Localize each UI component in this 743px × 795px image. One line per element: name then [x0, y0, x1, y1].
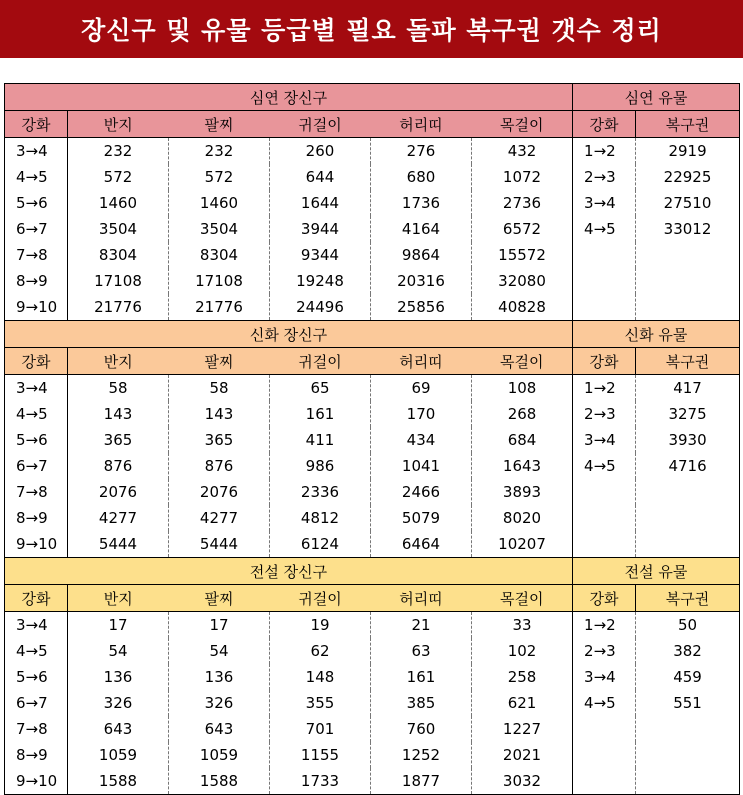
relic-step-cell: 2→3 [584, 168, 616, 186]
ticket-count-cell: 17 [68, 612, 169, 639]
upgrade-step-cell: 7→8 [5, 479, 68, 505]
relic-ticket-cell: 417 [636, 375, 740, 402]
column-header: 귀걸이 [270, 585, 371, 612]
table-row [5, 664, 740, 690]
table-row [5, 531, 740, 558]
ticket-count-cell: 6572 [472, 216, 573, 242]
relic-step-cell: 2→3 [584, 405, 616, 423]
ticket-count-cell: 10207 [472, 531, 573, 558]
relic-step-cell: 3→4 [584, 431, 616, 449]
column-header: 팔찌 [169, 111, 270, 138]
relic-ticket-cell [636, 294, 740, 321]
relic-step-cell: 3→4 [584, 668, 616, 686]
relic-step-cell [573, 479, 636, 505]
upgrade-step-cell: 3→4 [5, 612, 68, 639]
relic-ticket-cell: 22925 [636, 164, 740, 190]
ticket-count-cell: 4812 [270, 505, 371, 531]
relic-ticket-cell [636, 716, 740, 742]
ticket-count-cell: 161 [371, 664, 472, 690]
ticket-count-cell: 19248 [270, 268, 371, 294]
ticket-count-cell: 260 [270, 138, 371, 165]
ticket-count-cell: 21776 [169, 294, 270, 321]
upgrade-step-cell: 5→6 [5, 664, 68, 690]
relic-ticket-cell [636, 268, 740, 294]
relic-step-cell: 1→2 [584, 616, 616, 634]
relic-ticket-cell: 382 [636, 638, 740, 664]
ticket-count-cell: 4277 [68, 505, 169, 531]
relic-step-cell [573, 505, 636, 531]
ticket-count-cell: 1041 [371, 453, 472, 479]
ticket-count-cell: 355 [270, 690, 371, 716]
ticket-count-cell: 2736 [472, 190, 573, 216]
ticket-count-cell: 432 [472, 138, 573, 165]
relic-step-cell: 4→5 [584, 220, 616, 238]
relic-section-title: 신화 유물 [573, 321, 740, 348]
ticket-count-cell: 365 [169, 427, 270, 453]
ticket-count-cell: 2466 [371, 479, 472, 505]
upgrade-step-cell: 5→6 [5, 427, 68, 453]
table-row [5, 453, 740, 479]
ticket-count-cell: 19 [270, 612, 371, 639]
relic-ticket-cell: 3275 [636, 401, 740, 427]
ticket-count-cell: 1155 [270, 742, 371, 768]
relic-ticket-cell: 27510 [636, 190, 740, 216]
ticket-count-cell: 8020 [472, 505, 573, 531]
relic-ticket-cell [636, 768, 740, 795]
ticket-count-cell: 5444 [68, 531, 169, 558]
table-row [5, 742, 740, 768]
relic-column-header: 복구권 [636, 348, 740, 375]
ticket-count-cell: 63 [371, 638, 472, 664]
column-header: 반지 [68, 111, 169, 138]
ticket-count-cell: 1733 [270, 768, 371, 795]
column-header: 강화 [5, 348, 68, 375]
ticket-count-cell: 1736 [371, 190, 472, 216]
relic-step-cell: 4→5 [584, 457, 616, 475]
table-row [5, 375, 740, 402]
ticket-count-cell: 20316 [371, 268, 472, 294]
relic-ticket-cell: 2919 [636, 138, 740, 165]
column-header: 목걸이 [472, 348, 573, 375]
ticket-count-cell: 2076 [68, 479, 169, 505]
relic-ticket-cell [636, 242, 740, 268]
ticket-count-cell: 3032 [472, 768, 573, 795]
ticket-count-cell: 62 [270, 638, 371, 664]
ticket-count-cell: 9864 [371, 242, 472, 268]
table-row [5, 190, 740, 216]
ticket-count-cell: 136 [68, 664, 169, 690]
ticket-count-cell: 2336 [270, 479, 371, 505]
table-row [5, 505, 740, 531]
accessory-section-title: 심연 장신구 [5, 84, 573, 111]
mythic-section [5, 321, 740, 558]
ticket-count-cell: 572 [169, 164, 270, 190]
relic-section-title: 심연 유물 [573, 84, 740, 111]
ticket-count-cell: 2021 [472, 742, 573, 768]
ticket-count-cell: 21776 [68, 294, 169, 321]
ticket-count-cell: 148 [270, 664, 371, 690]
ticket-count-cell: 680 [371, 164, 472, 190]
ticket-count-cell: 760 [371, 716, 472, 742]
upgrade-step-cell: 5→6 [5, 190, 68, 216]
upgrade-step-cell: 6→7 [5, 216, 68, 242]
ticket-count-cell: 268 [472, 401, 573, 427]
ticket-count-cell: 24496 [270, 294, 371, 321]
ticket-count-cell: 1877 [371, 768, 472, 795]
ticket-count-cell: 643 [169, 716, 270, 742]
upgrade-step-cell: 3→4 [5, 138, 68, 165]
upgrade-step-cell: 7→8 [5, 242, 68, 268]
ticket-count-cell: 25856 [371, 294, 472, 321]
upgrade-step-cell: 8→9 [5, 742, 68, 768]
abyss-section [5, 84, 740, 321]
ticket-count-cell: 1059 [169, 742, 270, 768]
ticket-count-cell: 1460 [169, 190, 270, 216]
ticket-count-cell: 1644 [270, 190, 371, 216]
column-header: 목걸이 [472, 585, 573, 612]
ticket-count-cell: 21 [371, 612, 472, 639]
ticket-count-cell: 2076 [169, 479, 270, 505]
ticket-count-cell: 572 [68, 164, 169, 190]
ticket-count-cell: 3893 [472, 479, 573, 505]
table-row [5, 638, 740, 664]
ticket-count-cell: 1643 [472, 453, 573, 479]
relic-ticket-cell: 3930 [636, 427, 740, 453]
page-title: 장신구 및 유물 등급별 필요 돌파 복구권 갯수 정리 [0, 0, 743, 58]
ticket-count-cell: 3504 [68, 216, 169, 242]
ticket-count-cell: 102 [472, 638, 573, 664]
upgrade-step-cell: 4→5 [5, 164, 68, 190]
relic-column-header: 복구권 [636, 111, 740, 138]
ticket-count-cell: 8304 [169, 242, 270, 268]
relic-ticket-cell [636, 505, 740, 531]
upgrade-step-cell: 4→5 [5, 401, 68, 427]
ticket-count-cell: 143 [169, 401, 270, 427]
ticket-count-cell: 5079 [371, 505, 472, 531]
column-header: 목걸이 [472, 111, 573, 138]
ticket-count-cell: 326 [68, 690, 169, 716]
relic-ticket-cell: 33012 [636, 216, 740, 242]
upgrade-step-cell: 9→10 [5, 531, 68, 558]
relic-ticket-cell: 50 [636, 612, 740, 639]
ticket-count-cell: 986 [270, 453, 371, 479]
ticket-count-cell: 58 [169, 375, 270, 402]
ticket-count-cell: 69 [371, 375, 472, 402]
ticket-count-cell: 434 [371, 427, 472, 453]
upgrade-step-cell: 3→4 [5, 375, 68, 402]
ticket-count-cell: 170 [371, 401, 472, 427]
column-header: 반지 [68, 585, 169, 612]
ticket-count-cell: 54 [169, 638, 270, 664]
ticket-count-cell: 15572 [472, 242, 573, 268]
ticket-count-cell: 108 [472, 375, 573, 402]
relic-section-title: 전설 유물 [573, 558, 740, 585]
upgrade-step-cell: 7→8 [5, 716, 68, 742]
ticket-count-cell: 161 [270, 401, 371, 427]
accessory-section-title: 신화 장신구 [5, 321, 573, 348]
column-header: 허리띠 [371, 348, 472, 375]
relic-step-cell [573, 716, 636, 742]
ticket-count-cell: 3504 [169, 216, 270, 242]
ticket-count-cell: 643 [68, 716, 169, 742]
table-row [5, 242, 740, 268]
table-row [5, 768, 740, 795]
relic-column-header: 강화 [573, 111, 636, 138]
ticket-count-cell: 8304 [68, 242, 169, 268]
ticket-count-cell: 58 [68, 375, 169, 402]
ticket-count-cell: 5444 [169, 531, 270, 558]
ticket-count-cell: 365 [68, 427, 169, 453]
ticket-count-cell: 385 [371, 690, 472, 716]
ticket-count-cell: 411 [270, 427, 371, 453]
accessory-section-title: 전설 장신구 [5, 558, 573, 585]
ticket-count-cell: 684 [472, 427, 573, 453]
ticket-count-cell: 143 [68, 401, 169, 427]
table-row [5, 164, 740, 190]
ticket-count-cell: 1588 [169, 768, 270, 795]
ticket-count-cell: 276 [371, 138, 472, 165]
relic-step-cell: 2→3 [584, 642, 616, 660]
table-row [5, 690, 740, 716]
ticket-count-cell: 232 [68, 138, 169, 165]
relic-ticket-cell [636, 531, 740, 558]
ticket-count-cell: 701 [270, 716, 371, 742]
table-row [5, 401, 740, 427]
ticket-count-cell: 1252 [371, 742, 472, 768]
column-header: 귀걸이 [270, 111, 371, 138]
column-header: 귀걸이 [270, 348, 371, 375]
relic-step-cell [573, 768, 636, 795]
relic-step-cell: 1→2 [584, 379, 616, 397]
column-header: 팔찌 [169, 585, 270, 612]
ticket-count-cell: 232 [169, 138, 270, 165]
table-row [5, 216, 740, 242]
relic-step-cell [573, 268, 636, 294]
relic-ticket-cell: 4716 [636, 453, 740, 479]
ticket-count-cell: 644 [270, 164, 371, 190]
ticket-count-cell: 136 [169, 664, 270, 690]
ticket-count-cell: 1460 [68, 190, 169, 216]
ticket-count-cell: 6124 [270, 531, 371, 558]
table-row [5, 294, 740, 321]
table-row [5, 716, 740, 742]
ticket-count-cell: 621 [472, 690, 573, 716]
upgrade-step-cell: 6→7 [5, 690, 68, 716]
ticket-count-cell: 65 [270, 375, 371, 402]
ticket-count-cell: 9344 [270, 242, 371, 268]
ticket-count-cell: 258 [472, 664, 573, 690]
relic-step-cell: 4→5 [584, 694, 616, 712]
upgrade-step-cell: 8→9 [5, 268, 68, 294]
ticket-count-cell: 4164 [371, 216, 472, 242]
relic-step-cell [573, 531, 636, 558]
upgrade-step-cell: 9→10 [5, 768, 68, 795]
relic-ticket-cell: 459 [636, 664, 740, 690]
ticket-count-cell: 54 [68, 638, 169, 664]
column-header: 허리띠 [371, 585, 472, 612]
upgrade-step-cell: 9→10 [5, 294, 68, 321]
ticket-count-cell: 876 [68, 453, 169, 479]
ticket-count-cell: 32080 [472, 268, 573, 294]
ticket-count-cell: 40828 [472, 294, 573, 321]
ticket-count-cell: 326 [169, 690, 270, 716]
ticket-count-cell: 6464 [371, 531, 472, 558]
ticket-count-cell: 4277 [169, 505, 270, 531]
ticket-count-cell: 1072 [472, 164, 573, 190]
relic-column-header: 복구권 [636, 585, 740, 612]
upgrade-step-cell: 8→9 [5, 505, 68, 531]
upgrade-step-cell: 6→7 [5, 453, 68, 479]
ticket-count-cell: 1227 [472, 716, 573, 742]
relic-step-cell: 1→2 [584, 142, 616, 160]
relic-ticket-cell: 551 [636, 690, 740, 716]
relic-step-cell: 3→4 [584, 194, 616, 212]
table-row [5, 427, 740, 453]
ticket-count-cell: 17 [169, 612, 270, 639]
relic-step-cell [573, 242, 636, 268]
legendary-section [5, 558, 740, 795]
upgrade-ticket-table [4, 83, 740, 795]
relic-ticket-cell [636, 742, 740, 768]
table-row [5, 612, 740, 639]
column-header: 허리띠 [371, 111, 472, 138]
relic-step-cell [573, 294, 636, 321]
relic-ticket-cell [636, 479, 740, 505]
table-row [5, 138, 740, 165]
ticket-count-cell: 17108 [68, 268, 169, 294]
relic-column-header: 강화 [573, 585, 636, 612]
column-header: 팔찌 [169, 348, 270, 375]
relic-column-header: 강화 [573, 348, 636, 375]
ticket-count-cell: 33 [472, 612, 573, 639]
table-row [5, 268, 740, 294]
column-header: 반지 [68, 348, 169, 375]
ticket-count-cell: 17108 [169, 268, 270, 294]
ticket-count-cell: 3944 [270, 216, 371, 242]
column-header: 강화 [5, 585, 68, 612]
ticket-count-cell: 1059 [68, 742, 169, 768]
table-row [5, 479, 740, 505]
ticket-count-cell: 1588 [68, 768, 169, 795]
upgrade-step-cell: 4→5 [5, 638, 68, 664]
column-header: 강화 [5, 111, 68, 138]
relic-step-cell [573, 742, 636, 768]
ticket-count-cell: 876 [169, 453, 270, 479]
